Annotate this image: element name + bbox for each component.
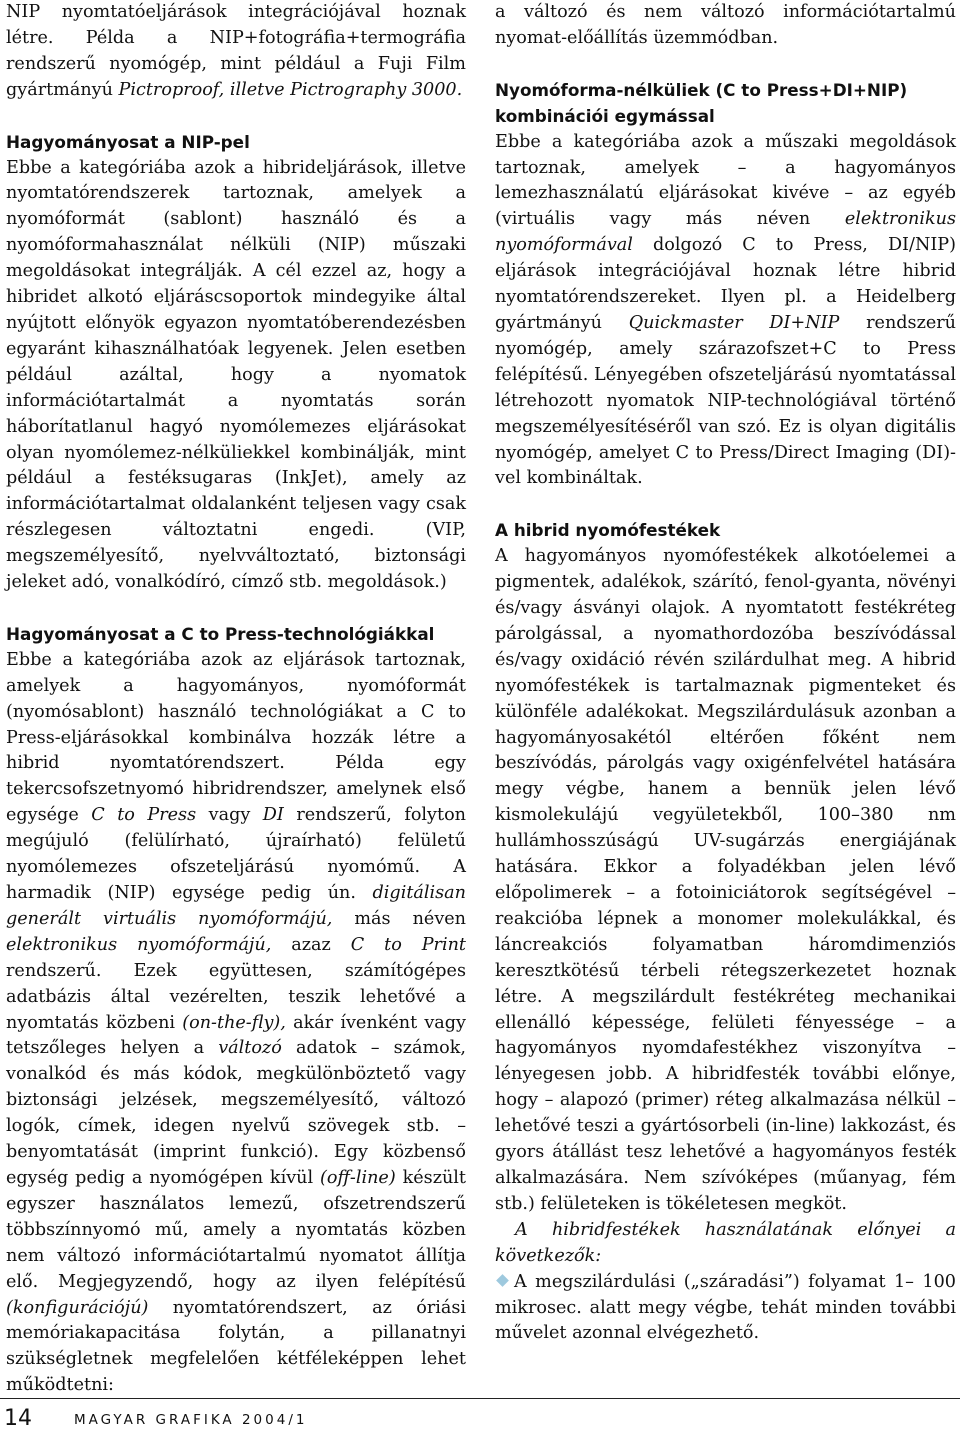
journal-name: MAGYAR GRAFIKA 2004/1 <box>74 1412 308 1428</box>
footer-rule <box>0 1398 960 1399</box>
advantages-intro: A hibridfestékek használatának előnyei a következők: <box>495 1219 956 1266</box>
paragraph-hybrid-inks: A hagyományos nyomófestékek alkotóelemei a pigmentek, adalékok, szárító, fenol-gyanta, növényi és/vagy ásványi olajok. A nyomtatott festékréteg párolgással, a nyomathordozóba beszívódással és/vagy oxidáció révén szilárdulhat meg. A hibrid nyomófestékek is tartalmaznak pigmenteket és különféle adalékokat. Megszilárdulásuk azonban a hagyományosakétól eltérően főként nem beszívódás, párolgás vagy oxigénfelvétel hatására megy végbe, hanem a bennük jelen lévő kismolekulájú vegyületekből, 100–380 nm hullámhosszúságú UV-sugárzás energiájának hatására. Ekkor a folyadékban jelen lévő előpolimerek – a fotoiniciátorok segítségével – reakcióba lépnek a monomer molekulákkal, és láncreakciós folyamatban háromdimenziós keresztkötésű térbeli rétegszerkezetet hoznak létre. A megszilárdult festékréteg mechanikai ellenálló képessége, felületi fényessége – a hagyományos nyomdafestékhez viszonyítva – lényegesen jobb. A hibridfesték további előnye, hogy – alapozó (primer) réteg alkalmazása nélkül – lehetővé teszi a gyártósorbeli (in-line) lakkozást, és gyors átállást tesz lehetővé a hagyományos festék alkalmazására. Nem szívóképes (műanyag, fém stb.) felületeken is tökéletesen megköt. <box>495 546 956 1214</box>
heading-combinations: Nyomóforma-nélküliek (C to Press+DI+NIP) kombinációi egymással <box>495 79 908 126</box>
paragraph-combinations: Ebbe a kategóriába azok a műszaki megoldások tartoznak, amelyek – a hagyományos lemezhasználatú eljárásokat kivéve – az egyéb (virtuális vagy más néven elektronikus nyomóformával dolgozó C to Press, DI/NIP) eljárások integrációjával hoznak létre hibrid nyomtatórendszereket. Ilyen pl. a Heidelberg gyártmányú Quickmaster DI+NIP rendszerű nyomógép, amely szárazofszet+C to Press felépítésű. Lényegében ofszeteljárású nyomtatással létrehozott nyomatok NIP-technológiával történő megszemélyesítéséről van szó. Ez is olyan digitális nyomógép, amelyet C to Press/Direct Imaging (DI)-vel kombináltak. <box>495 131 956 489</box>
diamond-bullet-icon <box>496 1274 509 1287</box>
heading-hybrid-inks: A hibrid nyomófestékek <box>495 520 721 541</box>
page-footer <box>0 1398 960 1435</box>
left-column <box>6 0 466 1399</box>
heading-ctp: Hagyományosat a C to Press-technológiákkal <box>6 623 435 644</box>
heading-nip: Hagyományosat a NIP-pel <box>6 131 250 152</box>
continued-paragraph: a változó és nem változó információtartalmú nyomat-előállítás üzemmódban. <box>495 2 956 48</box>
intro-paragraph: NIP nyomtatóeljárások integrációjával hoznak létre. Példa a NIP+fotográfia+termográfia rendszerű nyomógép, mint például a Fuji Film gyártmányú Pictroproof, illetve Pictrography 3000. <box>6 2 466 100</box>
right-column <box>495 0 956 1347</box>
paragraph-nip: Ebbe a kategóriába azok a hibrideljárások, illetve nyomtatórendszerek tartoznak, amelyek a nyomóformát (sablont) használó és a nyomóformahasználat nélküli (NIP) műszaki megoldásokat integrálják. A cél ezzel az, hogy a hibridet alkotó eljáráscsoportok mindegyike által nyújtott előnyök egyazon nyomtatóberendezésben egyaránt kihasználhatóak legyenek. Jelen esetben például azáltal, hogy a nyomatok információtartalmát a nyomtatás során háborítatlanul hagyó nyomólemezes eljárásokat olyan nyomólemez-nélküliekkel kombinálják, mint például a festéksugaras (InkJet), amely az információtartalmat oldalanként teljesen vagy csak részlegesen változtatni engedi. (VIP, megszemélyesítő, nyelvváltoztató, biztonsági jeleket adó, vonalkódíró, címző stb. megoldások.) <box>6 157 466 593</box>
page-number: 14 <box>4 1406 32 1431</box>
paragraph-ctp: Ebbe a kategóriába azok az eljárások tartoznak, amelyek a hagyományos, nyomóformát (nyomósablont) használó technológiákat a C to Press-eljárásokkal kombinálva hozzák létre a hibrid nyomtatórendszert. Példa egy tekercsofszetnyomó hibridrendszer, amelynek első egysége C to Press vagy DI rendszerű, folyton megújuló (felülírható, újraírható) felületű nyomólemezes ofszeteljárású nyomómű. A harmadik (NIP) egysége pedig ún. digitálisan generált virtuális nyomóformájú, más néven elektronikus nyomóformájú, azaz C to Print rendszerű. Ezek együttesen, számítógépes adatbázis által vezérelten, teszik lehetővé a nyomtatás közbeni (on-the-fly), akár ívenként vagy tetszőleges helyen a változó adatok – számok, vonalkód és más kódok, megkülönböztető vagy biztonsági jelzések, megszemélyesítő, változó logók, címek, idegen nyelvű szövegek stb. – benyomtatását (imprint funkció). Egy közbenső egység pedig a nyomógépen kívül (off-line) készült egyszer használatos lemezű, ofszetrendszerű többszínnyomó mű, amely a nyomtatás közben nem változó információtartalmú nyomatot állítja elő. Megjegyzendő, hogy az ilyen felépítésű (konfigurációjú) nyomtatórendszert, az óriási memóriakapacitása folytán, a pillanatnyi szükségletnek megfelelően kétféleképpen lehet működtetni: <box>6 649 466 1396</box>
bullet-item: A megszilárdulási („száradási”) folyamat 1– 100 mikrosec. alatt megy végbe, tehát minden további művelet azonnal elvégezhető. <box>495 1271 956 1344</box>
